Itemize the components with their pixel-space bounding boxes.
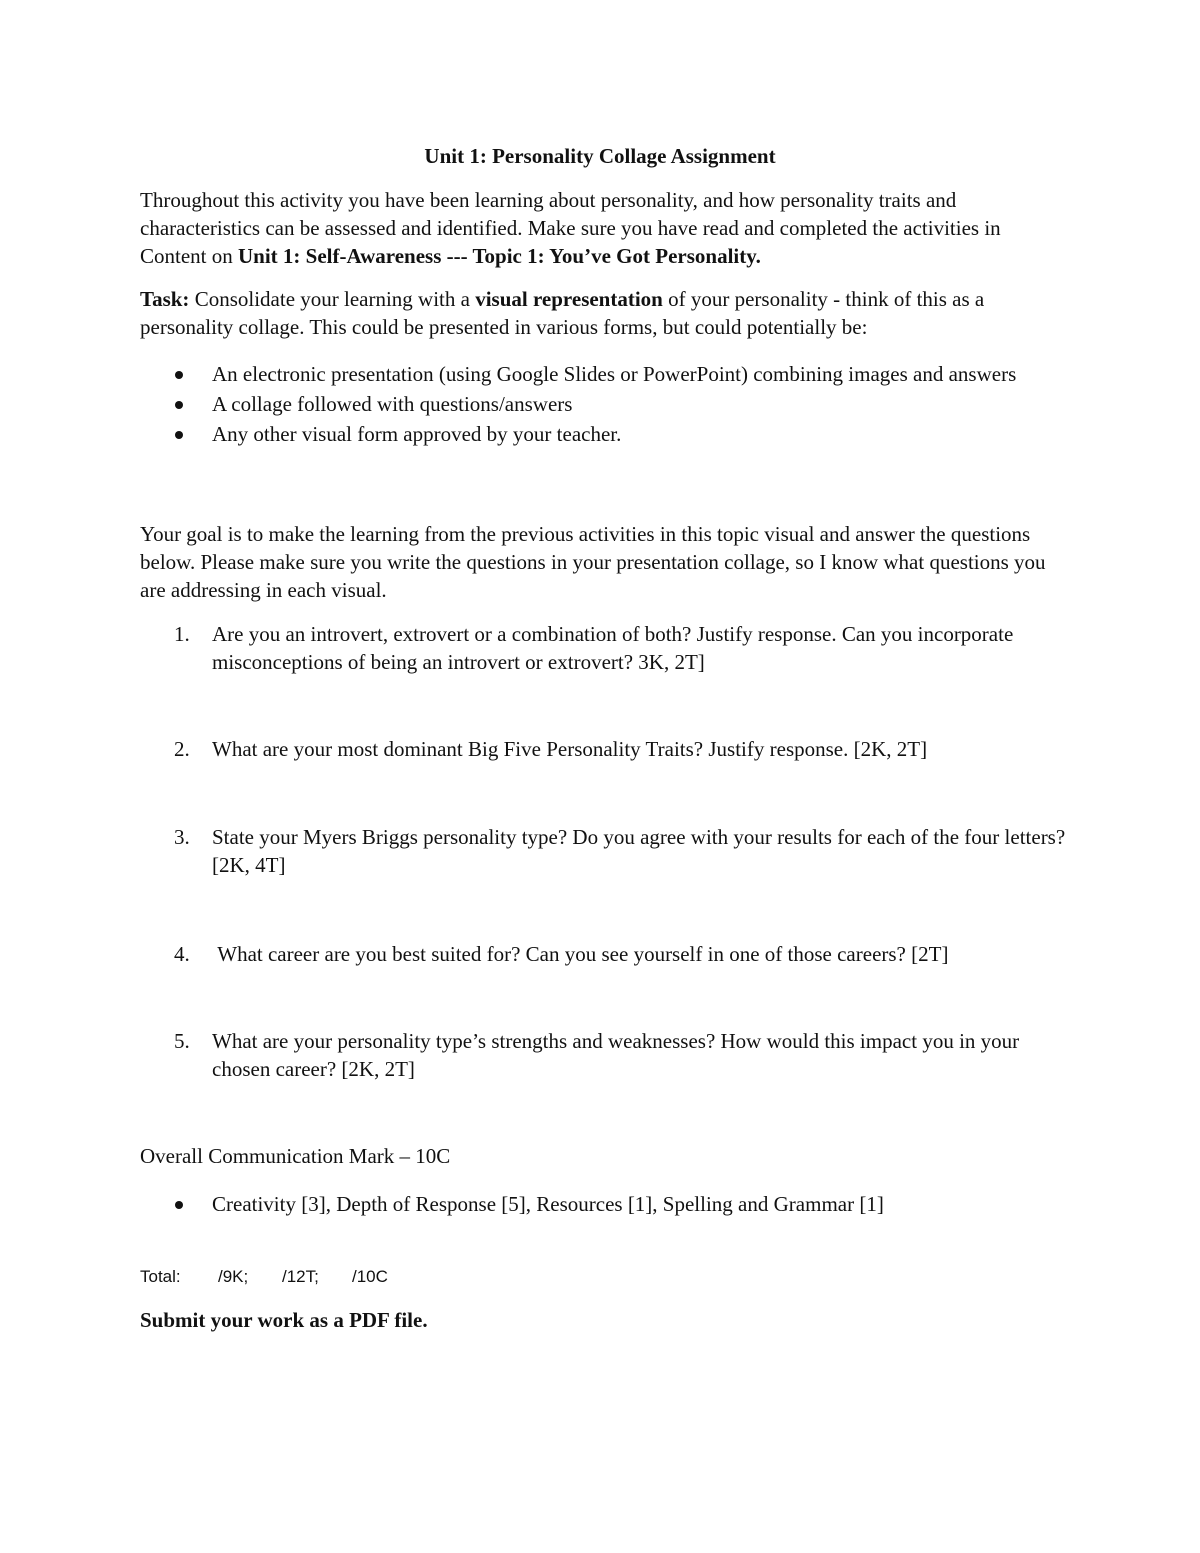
list-item [140,1190,1065,1218]
option-text: An electronic presentation (using Google Slides or PowerPoint) combining images and answers [212,362,1017,386]
options-list [140,360,1065,450]
task-text-after: of your personality - think of this as a personality collage. This could be presented in various forms, but could potentially be: [140,287,985,339]
bullet-icon [175,371,183,379]
total-c: /10C [352,1267,388,1286]
question-number: 1. [174,622,190,646]
question-number: 4. [174,942,190,966]
option-text: Any other visual form approved by your teacher. [212,422,622,446]
criteria-text: Creativity [3], Depth of Response [5], Resources [1], Spelling and Grammar [1] [212,1192,884,1216]
intro-end: . [755,244,761,268]
communication-heading: Overall Communication Mark – 10C [140,1144,451,1168]
intro-topic: Unit 1: Self-Awareness --- Topic 1: You’ve Got Personality [238,244,756,268]
total-label: Total: [140,1267,181,1286]
question-number: 5. [174,1029,190,1053]
total-k: /9K; [218,1267,249,1286]
list-item [140,390,1065,418]
bullet-icon [175,401,183,409]
goal-paragraph: Your goal is to make the learning from the previous activities in this topic visual and answer the questions below. Please make sure you write the questions in your presentation collage, so I know what questions you are addressing in each visual. [140,522,1046,602]
list-item [140,360,1065,388]
option-text: A collage followed with questions/answers [212,392,573,416]
intro-paragraph [140,186,1065,270]
bullet-icon [175,431,183,439]
total-line [140,1263,388,1291]
question-text: State your Myers Briggs personality type? Do you agree with your results for each of the four letters? [2K, 4T] [212,825,1066,877]
task-paragraph [140,285,1065,341]
submit-instruction: Submit your work as a PDF file. [140,1308,428,1332]
task-label: Task: [140,287,190,311]
question-text: Are you an introvert, extrovert or a combination of both? Justify response. Can you incorporate misconceptions of being an introvert or extrovert? 3K, 2T] [212,622,1014,674]
communication-criteria-list [140,1190,1065,1218]
bullet-icon [175,1201,183,1209]
page-title: Unit 1: Personality Collage Assignment [424,144,776,168]
intro-text: Throughout this activity you have been learning about personality, and how personality traits and characteristics can be assessed and identified. Make sure you have read and completed the activities in Content on [140,188,1001,268]
question-number: 3. [174,825,190,849]
question-text: What are your personality type’s strengths and weaknesses? How would this impact you in your chosen career? [2K, 2T] [212,1029,1020,1081]
question-text: What career are you best suited for? Can you see yourself in one of those careers? [2T] [212,942,949,966]
task-bold-phrase: visual representation [475,287,663,311]
question-text: What are your most dominant Big Five Personality Traits? Justify response. [2K, 2T] [212,737,928,761]
question-number: 2. [174,737,190,761]
total-t: /12T; [282,1267,319,1286]
list-item [140,420,1065,448]
task-text-before: Consolidate your learning with a [189,287,476,311]
